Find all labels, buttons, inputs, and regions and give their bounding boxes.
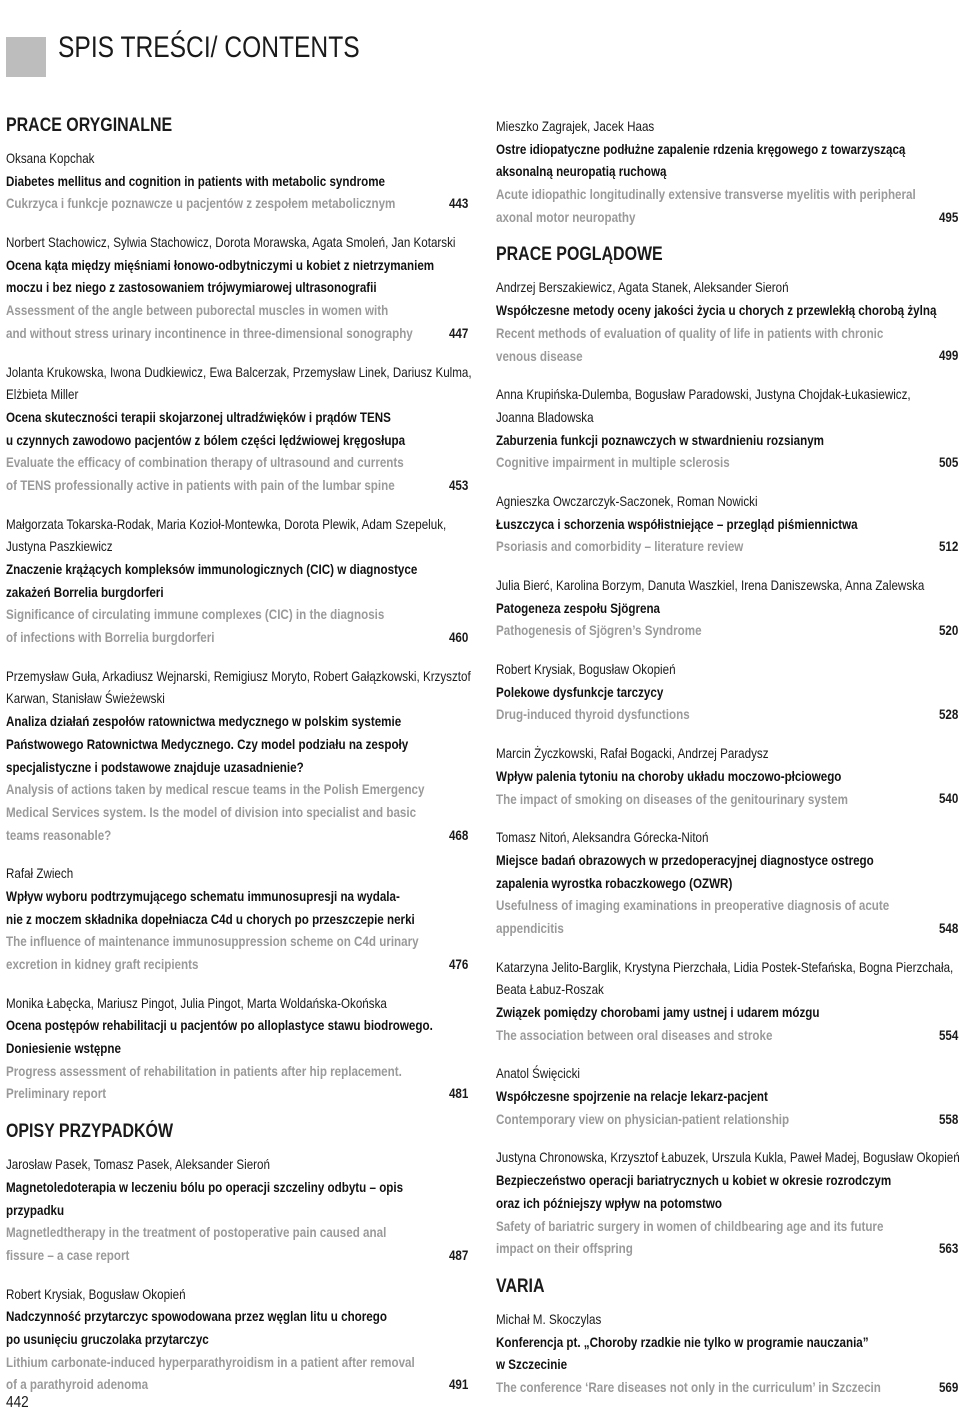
entry-title-english: Acute idiopathic longitudinally extensive transverse myelitis with peripheral	[496, 186, 916, 203]
entry-page-number[interactable]: 447	[448, 324, 468, 341]
entry-authors: Anatol Święcicki	[496, 1065, 580, 1082]
entry-title-english: of a parathyroid adenoma	[6, 1376, 149, 1393]
toc-entry[interactable]	[496, 574, 958, 642]
entry-title-english: Evaluate the efficacy of combination therapy of ultrasound and currents	[6, 454, 404, 471]
toc-entry[interactable]	[496, 383, 958, 474]
entry-title-english: Cognitive impairment in multiple sclerosis	[496, 454, 730, 471]
entry-page-number[interactable]: 443	[448, 195, 468, 212]
entry-page-number[interactable]: 495	[938, 208, 958, 225]
toc-entry[interactable]	[6, 147, 468, 215]
entry-page-number[interactable]: 558	[938, 1110, 958, 1127]
entry-title-english: and without stress urinary incontinence in three-dimensional sonography	[6, 324, 413, 341]
entry-authors: Norbert Stachowicz, Sylwia Stachowicz, Dorota Morawska, Agata Smoleń, Jan Kotarski	[6, 234, 456, 251]
entry-title-english: Assessment of the angle between puborectal muscles in women with	[6, 302, 389, 319]
entry-authors: Elżbieta Miller	[6, 386, 79, 403]
entry-authors: Tomasz Nitoń, Aleksandra Górecka-Nitoń	[496, 829, 709, 846]
contents-column-right	[496, 115, 958, 1415]
entry-title-polish: specjalistyczne i podstawowe znajduje uzasadnienie?	[6, 758, 304, 775]
entry-page-number[interactable]: 476	[448, 955, 468, 972]
entry-page-number[interactable]: 487	[448, 1246, 468, 1263]
section-heading: OPISY PRZYPADKÓW	[6, 1121, 174, 1143]
entry-page-number[interactable]: 453	[448, 476, 468, 493]
entry-title-polish: przypadku	[6, 1201, 65, 1218]
entry-title-english: fissure – a case report	[6, 1246, 130, 1263]
entry-title-polish: Wpływ palenia tytoniu na choroby układu moczowo-płciowego	[496, 767, 842, 784]
entry-authors: Karwan, Stanisław Świeżewski	[6, 690, 165, 707]
toc-entry[interactable]	[6, 231, 468, 344]
entry-page-number[interactable]: 554	[938, 1026, 958, 1043]
entry-page-number[interactable]: 499	[938, 347, 958, 364]
entry-authors: Robert Krysiak, Bogusław Okopień	[496, 661, 676, 678]
entry-authors: Michał M. Skoczylas	[496, 1310, 602, 1327]
toc-entry[interactable]	[496, 956, 958, 1047]
entry-authors: Justyna Paszkiewicz	[6, 538, 113, 555]
toc-entry[interactable]	[6, 513, 468, 649]
entry-authors: Julia Bierć, Karolina Borzym, Danuta Waszkiel, Irena Daniszewska, Anna Zalewska	[496, 577, 925, 593]
entry-title-english: of TENS professionally active in patients with pain of the lumbar spine	[6, 476, 395, 493]
entry-authors: Jarosław Pasek, Tomasz Pasek, Aleksander Sieroń	[6, 1156, 270, 1173]
entry-title-polish: Znaczenie krążących kompleksów immunologicznych (CIC) w diagnostyce	[6, 561, 418, 577]
toc-entry[interactable]	[6, 361, 472, 497]
entry-title-polish: zakażeń Borrelia burgdorferi	[6, 583, 164, 600]
entry-title-polish: zapalenia wyrostka robaczkowego (OZWR)	[496, 874, 733, 891]
entry-authors: Rafał Zwiech	[6, 865, 74, 882]
entry-authors: Andrzej Berszakiewicz, Agata Stanek, Aleksander Sieroń	[496, 279, 789, 296]
entry-authors: Przemysław Guła, Arkadiusz Wejnarski, Remigiusz Moryto, Robert Gałązkowski, Krzysztof	[6, 667, 471, 684]
page-number: 442	[6, 1394, 29, 1411]
toc-entry[interactable]	[496, 490, 958, 558]
entry-title-english: Significance of circulating immune complexes (CIC) in the diagnosis	[6, 606, 385, 623]
entry-title-english: excretion in kidney graft recipients	[6, 956, 199, 972]
entry-title-english: The association between oral diseases and stroke	[496, 1026, 773, 1043]
entry-title-polish: Współczesne metody oceny jakości życia u chorych z przewlekłą chorobą żylną	[496, 302, 937, 319]
entry-page-number[interactable]: 491	[448, 1376, 468, 1393]
entry-title-polish: Ostre idiopatyczne podłużne zapalenie rdzenia kręgowego z towarzyszącą	[496, 140, 906, 157]
entry-title-english: Analysis of actions taken by medical rescue teams in the Polish Emergency	[6, 781, 425, 798]
toc-entry[interactable]	[6, 862, 468, 975]
entry-title-english: Drug-induced thyroid dysfunctions	[496, 706, 690, 723]
entry-title-polish: oraz ich późniejszy wpływ na potomstwo	[496, 1194, 722, 1211]
entry-title-polish: Polekowe dysfunkcje tarczycy	[496, 683, 664, 700]
entry-title-polish: Bezpieczeństwo operacji bariatrycznych u kobiet w okresie rozrodczym	[496, 1172, 892, 1189]
entry-authors: Joanna Bladowska	[496, 408, 594, 425]
entry-title-english: of infections with Borrelia burgdorferi	[6, 629, 215, 646]
entry-page-number[interactable]: 460	[448, 629, 468, 646]
entry-title-polish: Zaburzenia funkcji poznawczych w stwardnieniu rozsianym	[496, 431, 825, 448]
entry-authors: Małgorzata Tokarska-Rodak, Maria Kozioł-Montewka, Dorota Plewik, Adam Szepeluk,	[6, 515, 447, 532]
entry-title-english: Safety of bariatric surgery in women of childbearing age and its future	[496, 1217, 884, 1234]
entry-title-polish: aksonalną neuropatią ruchową	[496, 163, 667, 180]
entry-page-number[interactable]: 548	[938, 919, 958, 936]
entry-title-polish: nie z moczem składnika dopełniacza C4d u chorych po przeszczepie nerki	[6, 910, 415, 927]
header-square-icon	[6, 37, 46, 77]
page-header	[0, 0, 960, 90]
entry-page-number[interactable]: 528	[938, 706, 958, 723]
entry-authors: Anna Krupińska-Dulemba, Bogusław Paradowski, Justyna Chojdak-Łukasiewicz,	[496, 386, 911, 403]
entry-title-polish: Związek pomiędzy chorobami jamy ustnej i udarem mózgu	[496, 1004, 820, 1020]
entry-title-english: Preliminary report	[6, 1085, 107, 1102]
entry-title-polish: Magnetoledoterapia w leczeniu bólu po operacji szczeliny odbytu – opis	[6, 1178, 404, 1195]
entry-authors: Marcin Życzkowski, Rafał Bogacki, Andrzej Paradysz	[496, 745, 769, 762]
entry-title-polish: Diabetes mellitus and cognition in patients with metabolic syndrome	[6, 172, 386, 189]
entry-title-polish: Państwowego Ratownictwa Medycznego. Czy model podziału na zespoły	[6, 735, 409, 752]
page-title: SPIS TREŚCI/ CONTENTS	[58, 31, 360, 64]
entry-page-number[interactable]: 569	[938, 1378, 958, 1395]
entry-page-number[interactable]: 468	[448, 826, 468, 843]
entry-page-number[interactable]: 540	[938, 790, 958, 807]
section-heading: VARIA	[496, 1275, 545, 1297]
toc-entry[interactable]	[496, 276, 958, 367]
entry-page-number[interactable]: 520	[938, 622, 958, 639]
entry-title-polish: moczu i bez niego z zastosowaniem trójwymiarowej ultrasonografii	[6, 279, 377, 296]
entry-authors: Agnieszka Owczarczyk-Saczonek, Roman Nowicki	[496, 492, 758, 509]
entry-authors: Beata Łabuz-Roszak	[496, 981, 604, 998]
entry-authors: Mieszko Zagrajek, Jacek Haas	[496, 118, 655, 134]
entry-title-polish: Nadczynność przytarczyc spowodowana przez węglan litu u chorego	[6, 1308, 387, 1325]
entry-title-english: axonal motor neuropathy	[496, 208, 636, 225]
toc-entry[interactable]	[496, 658, 958, 726]
toc-entry[interactable]	[6, 1153, 468, 1266]
entry-title-polish: Konferencja pt. „Choroby rzadkie nie tylko w programie nauczania”	[496, 1333, 869, 1350]
entry-title-polish: Ocena kąta między mięśniami łonowo-odbytniczymi u kobiet z nietrzymaniem	[6, 256, 435, 273]
entry-title-polish: Wpływ wyboru podtrzymującego schematu immunosupresji na wydala-	[6, 887, 400, 904]
entry-title-english: Progress assessment of rehabilitation in patients after hip replacement.	[6, 1062, 402, 1079]
entry-page-number[interactable]: 481	[448, 1085, 468, 1102]
toc-entry[interactable]	[496, 1146, 958, 1259]
toc-entry[interactable]	[496, 826, 958, 939]
toc-entry[interactable]	[6, 992, 468, 1105]
entry-title-english: Psoriasis and comorbidity – literature review	[496, 538, 744, 555]
entry-title-english: Contemporary view on physician-patient relationship	[496, 1110, 790, 1127]
toc-entry[interactable]	[496, 115, 958, 228]
section-heading: PRACE ORYGINALNE	[6, 115, 173, 136]
contents-column-left	[6, 115, 472, 1412]
toc-entry[interactable]	[6, 1283, 468, 1396]
entry-title-english: Lithium carbonate-induced hyperparathyroidism in a patient after removal	[6, 1353, 415, 1370]
entry-title-english: The conference ‘Rare diseases not only in the curriculum’ in Szczecin	[496, 1378, 881, 1395]
entry-title-english: impact on their offspring	[496, 1240, 633, 1257]
entry-title-polish: Współczesne spojrzenie na relacje lekarz-pacjent	[496, 1088, 768, 1105]
entry-page-number[interactable]: 512	[938, 538, 958, 555]
entry-title-english: Medical Services system. Is the model of division into specialist and basic	[6, 803, 417, 820]
entry-authors: Justyna Chronowska, Krzysztof Łabuzek, Urszula Kukla, Paweł Madej, Bogusław Okopień	[496, 1149, 960, 1166]
toc-entry[interactable]	[496, 1062, 958, 1130]
entry-title-polish: u czynnych zawodowo pacjentów z bólem części lędźwiowej kręgosłupa	[6, 431, 406, 448]
entry-title-english: Magnetledtherapy in the treatment of postoperative pain caused anal	[6, 1224, 387, 1241]
entry-title-polish: Łuszczyca i schorzenia współistniejące – przegląd piśmiennictwa	[496, 515, 858, 532]
entry-title-polish: po usunięciu gruczolaka przytarczyc	[6, 1330, 209, 1347]
entry-page-number[interactable]: 563	[938, 1240, 958, 1257]
entry-authors: Jolanta Krukowska, Iwona Dudkiewicz, Ewa Balcerzak, Przemysław Linek, Dariusz Kulma,	[6, 363, 472, 380]
toc-entry[interactable]	[496, 1308, 958, 1399]
entry-title-english: venous disease	[496, 347, 583, 364]
entry-title-english: teams reasonable?	[6, 826, 112, 843]
entry-page-number[interactable]: 505	[938, 454, 958, 471]
entry-title-english: The impact of smoking on diseases of the genitourinary system	[496, 790, 848, 807]
entry-title-english: The influence of maintenance immunosuppression scheme on C4d urinary	[6, 933, 419, 950]
entry-title-english: Usefulness of imaging examinations in preoperative diagnosis of acute	[496, 897, 890, 914]
entry-title-polish: w Szczecinie	[496, 1356, 568, 1373]
entry-authors: Katarzyna Jelito-Barglik, Krystyna Pierzchała, Lidia Postek-Stefańska, Bogna Pierzchała,	[496, 958, 954, 975]
entry-authors: Monika Łabęcka, Mariusz Pingot, Julia Pingot, Marta Woldańska-Okońska	[6, 994, 387, 1011]
toc-entry[interactable]	[6, 665, 471, 847]
entry-title-english: Pathogenesis of Sjögren’s Syndrome	[496, 622, 702, 639]
entry-title-polish: Ocena skuteczności terapii skojarzonej ultradźwięków i prądów TENS	[6, 408, 391, 425]
entry-title-polish: Miejsce badań obrazowych w przedoperacyjnej diagnostyce ostrego	[496, 851, 874, 868]
entry-title-english: Cukrzyca i funkcje poznawcze u pacjentów z zespołem metabolicznym	[6, 195, 396, 212]
entry-title-polish: Ocena postępów rehabilitacji u pacjentów po alloplastyce stawu biodrowego.	[6, 1017, 433, 1034]
section-heading: PRACE POGLĄDOWE	[496, 244, 663, 266]
entry-authors: Oksana Kopchak	[6, 150, 95, 166]
entry-title-polish: Patogeneza zespołu Sjögrena	[496, 599, 661, 616]
entry-title-polish: Doniesienie wstępne	[6, 1040, 121, 1057]
entry-title-polish: Analiza działań zespołów ratownictwa medycznego w polskim systemie	[6, 713, 402, 730]
entry-title-english: Recent methods of evaluation of quality of life in patients with chronic	[496, 324, 884, 341]
toc-entry[interactable]	[496, 742, 958, 810]
entry-title-english: appendicitis	[496, 919, 564, 936]
entry-authors: Robert Krysiak, Bogusław Okopień	[6, 1285, 186, 1302]
